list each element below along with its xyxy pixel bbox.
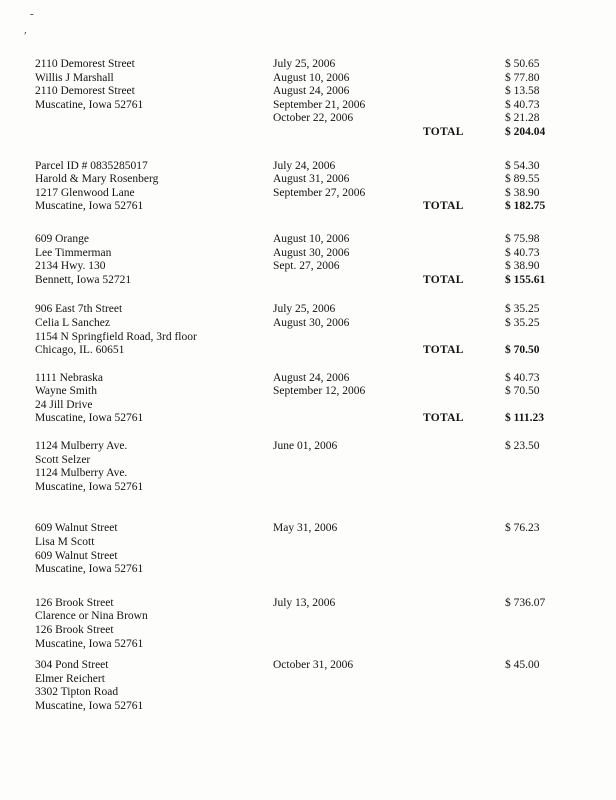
total-label [423,686,505,700]
payment-date [273,481,423,495]
ledger-row [35,372,598,386]
total-label [423,385,505,399]
ledger-row [35,72,598,86]
address-line: 2110 Demorest Street [35,85,135,98]
payment-date [273,126,423,140]
ledger-row [35,638,598,652]
address-line: 1111 Nebraska [35,371,104,384]
payment-date [273,673,423,687]
total-label [423,187,505,201]
payment-amount [505,673,598,687]
payment-amount [505,610,598,624]
payment-date [273,563,423,577]
ledger-row [35,112,598,126]
total-label: TOTAL [423,200,464,213]
total-label [423,610,505,624]
payment-date: August 31, 2006 [273,173,350,186]
payment-amount: $ 40.73 [505,98,540,111]
payment-date: October 22, 2006 [273,112,354,125]
address-line [35,126,273,140]
total-row [35,200,598,214]
total-label [423,700,505,714]
payment-amount [505,467,598,481]
ledger-row [35,58,598,72]
payment-date: July 25, 2006 [273,303,336,316]
ledger-row [35,260,598,274]
address-line: 1124 Mulberry Ave. [35,440,128,453]
ledger-row [35,481,598,495]
address-line: Willis J Marshall [35,71,114,84]
address-line [35,112,273,126]
total-label [423,160,505,174]
payment-ledger [35,58,598,732]
payment-date: August 10, 2006 [273,71,350,84]
payment-date [273,412,423,426]
total-label [423,58,505,72]
address-line: Elmer Reichert [35,672,105,685]
payment-date: May 31, 2006 [273,522,338,535]
total-label [423,173,505,187]
address-line: 1154 N Springfield Road, 3rd floor [35,330,197,343]
statement-block [35,372,598,426]
payment-date: Sept. 27, 2006 [273,260,340,273]
ledger-row [35,303,598,317]
address-line: 3302 Tipton Road [35,686,119,699]
address-line: 126 Brook Street [35,596,114,609]
payment-amount [505,331,598,345]
total-label [423,467,505,481]
total-label [423,563,505,577]
ledger-row [35,440,598,454]
payment-amount: $ 45.00 [505,659,540,672]
address-line: 2110 Demorest Street [35,58,135,70]
payment-date [273,624,423,638]
payment-amount: $ 21.28 [505,112,540,125]
payment-amount: $ 13.58 [505,85,540,98]
payment-amount: $ 89.55 [505,173,540,186]
total-label [423,99,505,113]
total-label [423,399,505,413]
address-line: Muscatine, Iowa 52761 [35,480,144,493]
payment-date: August 24, 2006 [273,85,350,98]
total-row [35,274,598,288]
payment-amount: $ 70.50 [505,385,540,398]
address-line: Bennett, Iowa 52721 [35,273,132,286]
address-line: 1217 Glenwood Lane [35,186,135,199]
total-label [423,638,505,652]
payment-amount [505,700,598,714]
ledger-row [35,399,598,413]
payment-date: August 24, 2006 [273,371,350,384]
payment-date: August 30, 2006 [273,246,350,259]
total-label [423,536,505,550]
ledger-row [35,385,598,399]
address-line: Scott Selzer [35,453,91,466]
payment-amount [505,454,598,468]
payment-date: July 24, 2006 [273,159,336,172]
payment-amount: $ 35.25 [505,316,540,329]
payment-amount [505,686,598,700]
ledger-row [35,673,598,687]
address-line: 609 Walnut Street [35,522,118,535]
payment-date: September 21, 2006 [273,98,366,111]
total-label [423,85,505,99]
ledger-row [35,187,598,201]
payment-amount: $ 76.23 [505,522,540,535]
total-amount: $ 182.75 [505,200,546,213]
payment-date [273,331,423,345]
ledger-row [35,624,598,638]
total-label [423,659,505,673]
ledger-row [35,550,598,564]
payment-date [273,399,423,413]
address-line: 24 Jill Drive [35,398,93,411]
ledger-row [35,563,598,577]
address-line: 1124 Mulberry Ave. [35,467,128,480]
total-row [35,412,598,426]
total-label [423,440,505,454]
ledger-row [35,317,598,331]
address-line: Lee Timmerman [35,246,112,259]
total-label: TOTAL [423,273,464,286]
payment-date: July 13, 2006 [273,596,336,609]
total-amount: $ 70.50 [505,344,540,357]
ledger-row [35,331,598,345]
total-label [423,597,505,611]
payment-amount: $ 38.90 [505,260,540,273]
address-line: Clarence or Nina Brown [35,610,148,623]
payment-amount [505,563,598,577]
address-line: Muscatine, Iowa 52761 [35,412,144,425]
ledger-row [35,700,598,714]
address-line: Muscatine, Iowa 52761 [35,699,144,712]
total-label [423,233,505,247]
payment-date [273,274,423,288]
total-label [423,260,505,274]
scan-artifact-mark: - [30,8,34,20]
address-line: Muscatine, Iowa 52761 [35,200,144,213]
payment-amount: $ 40.73 [505,246,540,259]
address-line: 304 Pond Street [35,659,109,672]
scan-artifact-mark: ' [21,30,28,43]
total-label [423,522,505,536]
address-line: Wayne Smith [35,385,97,398]
payment-date [273,686,423,700]
payment-amount: $ 35.25 [505,303,540,316]
ledger-row [35,686,598,700]
statement-block [35,303,598,357]
payment-date: August 30, 2006 [273,316,350,329]
payment-date [273,536,423,550]
total-label [423,372,505,386]
payment-date [273,638,423,652]
total-amount: $ 155.61 [505,273,546,286]
total-amount: $ 111.23 [505,412,544,425]
statement-block [35,233,598,287]
payment-amount [505,624,598,638]
total-amount: $ 204.04 [505,125,546,138]
payment-date [273,700,423,714]
payment-amount [505,536,598,550]
payment-amount: $ 75.98 [505,232,540,245]
total-label [423,550,505,564]
total-label [423,72,505,86]
payment-date [273,550,423,564]
statement-block [35,597,598,651]
total-label [423,247,505,261]
payment-date [273,344,423,358]
address-line: Celia L Sanchez [35,316,110,329]
address-line: 2134 Hwy. 130 [35,260,106,273]
ledger-row [35,85,598,99]
statement-block [35,659,598,713]
payment-amount [505,399,598,413]
ledger-row [35,522,598,536]
payment-amount: $ 50.65 [505,58,540,70]
ledger-row [35,99,598,113]
payment-date: October 31, 2006 [273,659,354,672]
payment-date: August 10, 2006 [273,232,350,245]
payment-date [273,467,423,481]
payment-date [273,610,423,624]
ledger-row [35,247,598,261]
address-line: 126 Brook Street [35,624,114,636]
ledger-row [35,610,598,624]
address-line: Muscatine, Iowa 52761 [35,98,144,111]
payment-amount [505,481,598,495]
total-label [423,317,505,331]
payment-date: July 25, 2006 [273,58,336,70]
statement-block [35,440,598,494]
payment-amount: $ 77.80 [505,71,540,84]
address-line: Chicago, IL. 60651 [35,344,125,357]
payment-amount: $ 40.73 [505,371,540,384]
total-row [35,126,598,140]
address-line: Muscatine, Iowa 52761 [35,637,144,650]
payment-amount: $ 38.90 [505,186,540,199]
total-label [423,481,505,495]
payment-amount: $ 23.50 [505,440,540,453]
payment-date [273,454,423,468]
total-label [423,112,505,126]
ledger-row [35,536,598,550]
ledger-row [35,233,598,247]
payment-date: June 01, 2006 [273,440,338,453]
address-line: Muscatine, Iowa 52761 [35,563,144,576]
ledger-row [35,454,598,468]
payment-date: September 27, 2006 [273,186,366,199]
total-label [423,454,505,468]
payment-amount: $ 54.30 [505,159,540,172]
total-label: TOTAL [423,412,464,425]
total-label [423,673,505,687]
total-row [35,344,598,358]
total-label [423,303,505,317]
total-label [423,624,505,638]
address-line: Lisa M Scott [35,536,95,549]
ledger-row [35,659,598,673]
statement-block [35,522,598,576]
payment-amount [505,638,598,652]
total-label [423,331,505,345]
total-label: TOTAL [423,344,464,357]
address-line: 609 Orange [35,232,89,245]
ledger-row [35,467,598,481]
ledger-row [35,160,598,174]
ledger-row [35,173,598,187]
payment-amount [505,550,598,564]
payment-date [273,200,423,214]
address-line: 906 East 7th Street [35,303,123,316]
ledger-row [35,597,598,611]
payment-amount: $ 736.07 [505,596,546,609]
statement-block [35,58,598,140]
total-label: TOTAL [423,125,464,138]
address-line: 609 Walnut Street [35,549,118,562]
statement-block [35,160,598,214]
address-line: Parcel ID # 0835285017 [35,159,148,172]
address-line: Harold & Mary Rosenberg [35,173,159,186]
payment-date: September 12, 2006 [273,385,366,398]
